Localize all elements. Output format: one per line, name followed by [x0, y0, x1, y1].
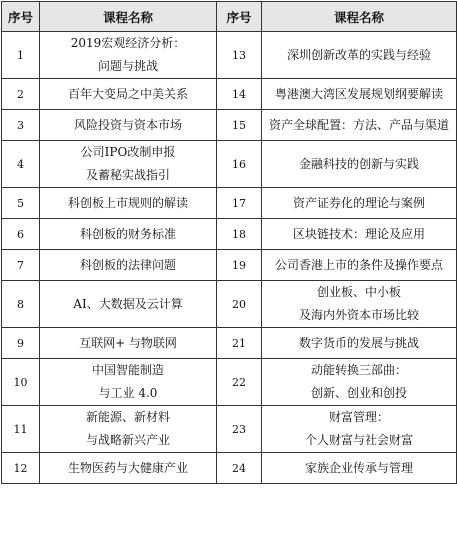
course-cell-left — [40, 281, 217, 328]
header-seq-left: 序号 — [2, 2, 40, 32]
course-name-line: 问题与挑战 — [97, 59, 158, 73]
table-row — [2, 328, 457, 359]
course-name-line: 公司IPO改制申报 — [80, 145, 176, 159]
seq-cell-left: 7 — [2, 250, 40, 281]
course-name-line: AI、大数据及云计算 — [73, 296, 183, 311]
course-name-line: 财富管理： — [328, 410, 389, 424]
header-seq-right: 序号 — [217, 2, 262, 32]
course-name-line: 数字货币的发展与挑战 — [298, 335, 419, 350]
course-name-line: 区块链技术：理论及应用 — [292, 226, 425, 241]
header-course-right: 课程名称 — [262, 2, 457, 32]
course-cell-right — [262, 328, 457, 359]
table-row — [2, 453, 457, 484]
course-name-line: 与战略新兴产业 — [85, 433, 170, 447]
seq-cell-left: 4 — [2, 141, 40, 188]
table-row — [2, 359, 457, 406]
course-cell-right — [262, 359, 457, 406]
seq-cell-left: 10 — [2, 359, 40, 406]
table-row — [2, 250, 457, 281]
course-name-line: 深圳创新改革的实践与经验 — [286, 47, 431, 62]
seq-cell-left: 8 — [2, 281, 40, 328]
course-table — [1, 1, 457, 484]
seq-cell-left: 5 — [2, 188, 40, 219]
course-name-line: 科创板上市规则的解读 — [67, 195, 188, 210]
course-cell-left — [40, 359, 217, 406]
course-name-line: 与工业 4.0 — [98, 386, 158, 400]
seq-cell-left: 11 — [2, 406, 40, 453]
table-row — [2, 219, 457, 250]
course-cell-left — [40, 141, 217, 188]
table-row — [2, 141, 457, 188]
seq-cell-right: 23 — [217, 406, 262, 453]
course-name-line: 互联网+ 与物联网 — [79, 335, 177, 350]
header-course-left: 课程名称 — [40, 2, 217, 32]
course-name-line: 新能源、新材料 — [85, 410, 170, 424]
seq-cell-left: 9 — [2, 328, 40, 359]
course-name-line: 创业板、中小板 — [316, 285, 401, 299]
table-row — [2, 110, 457, 141]
seq-cell-right: 20 — [217, 281, 262, 328]
seq-cell-left: 12 — [2, 453, 40, 484]
course-name-line: 金融科技的创新与实践 — [298, 156, 419, 171]
table-row — [2, 32, 457, 79]
course-cell-right — [262, 79, 457, 110]
table-row — [2, 281, 457, 328]
course-name-line: 创新、创业和创投 — [310, 386, 407, 400]
course-name-line: 2019宏观经济分析： — [70, 36, 186, 50]
seq-cell-right: 15 — [217, 110, 262, 141]
seq-cell-right: 22 — [217, 359, 262, 406]
seq-cell-left: 3 — [2, 110, 40, 141]
course-cell-left — [40, 453, 217, 484]
course-name-line: 中国智能制造 — [91, 363, 164, 377]
course-name-line: 及海内外资本市场比较 — [298, 308, 419, 322]
seq-cell-right: 21 — [217, 328, 262, 359]
table-row — [2, 406, 457, 453]
course-cell-left — [40, 406, 217, 453]
course-name-line: 粤港澳大湾区发展规划纲要解读 — [274, 86, 443, 101]
course-cell-right — [262, 219, 457, 250]
course-cell-right — [262, 406, 457, 453]
course-cell-right — [262, 250, 457, 281]
course-cell-right — [262, 453, 457, 484]
course-name-line: 风险投资与资本市场 — [73, 117, 182, 132]
course-cell-right — [262, 188, 457, 219]
course-name-line: 个人财富与社会财富 — [304, 433, 413, 447]
course-name-line: 科创板的法律问题 — [79, 257, 176, 272]
course-cell-right — [262, 32, 457, 79]
seq-cell-right: 14 — [217, 79, 262, 110]
header-row — [2, 2, 457, 32]
course-cell-left — [40, 110, 217, 141]
course-cell-left — [40, 79, 217, 110]
course-cell-left — [40, 250, 217, 281]
seq-cell-left: 6 — [2, 219, 40, 250]
course-cell-right — [262, 281, 457, 328]
course-name-line: 科创板的财务标准 — [79, 226, 176, 241]
table-row — [2, 188, 457, 219]
seq-cell-left: 2 — [2, 79, 40, 110]
course-name-line: 公司香港上市的条件及操作要点 — [274, 257, 443, 272]
seq-cell-right: 17 — [217, 188, 262, 219]
seq-cell-right: 18 — [217, 219, 262, 250]
course-cell-right — [262, 141, 457, 188]
course-name-line: 及蓄秘实战指引 — [85, 168, 170, 182]
course-cell-left — [40, 32, 217, 79]
course-name-line: 家族企业传承与管理 — [304, 460, 413, 475]
seq-cell-right: 13 — [217, 32, 262, 79]
course-name-line: 动能转换三部曲： — [310, 363, 407, 377]
course-name-line: 百年大变局之中美关系 — [67, 86, 188, 101]
seq-cell-right: 19 — [217, 250, 262, 281]
course-cell-left — [40, 219, 217, 250]
course-cell-left — [40, 188, 217, 219]
course-cell-left — [40, 328, 217, 359]
course-name-line: 资产全球配置：方法、产品与渠道 — [268, 117, 449, 132]
course-cell-right — [262, 110, 457, 141]
seq-cell-left: 1 — [2, 32, 40, 79]
seq-cell-right: 16 — [217, 141, 262, 188]
table-row — [2, 79, 457, 110]
course-name-line: 资产证券化的理论与案例 — [292, 195, 425, 210]
course-name-line: 生物医药与大健康产业 — [67, 460, 188, 475]
seq-cell-right: 24 — [217, 453, 262, 484]
